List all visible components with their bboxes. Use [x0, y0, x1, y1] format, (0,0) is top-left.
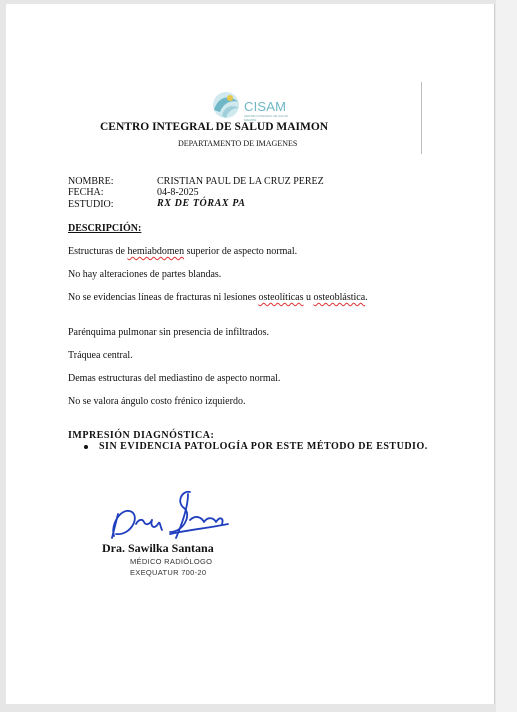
description-paragraph: No hay alteraciones de partes blandas.: [68, 269, 222, 280]
center-name: CENTRO INTEGRAL DE SALUD MAIMON: [100, 121, 329, 133]
text-run: superior de aspecto normal.: [184, 246, 298, 257]
misspelled-word: osteolíticas: [258, 292, 304, 303]
header-divider: [421, 82, 422, 154]
date-label: FECHA:: [68, 187, 104, 198]
name-value: CRISTIAN PAUL DE LA CRUZ PEREZ: [157, 176, 324, 187]
cisam-logo: [206, 88, 296, 122]
description-paragraph: No se valora ángulo costo frénico izquierdo.: [68, 396, 246, 407]
description-paragraph: Parénquima pulmonar sin presencia de infiltrados.: [68, 327, 270, 338]
date-value: 04-8-2025: [157, 187, 199, 198]
impression-item: [84, 441, 428, 452]
study-label: ESTUDIO:: [68, 199, 114, 210]
name-label: NOMBRE:: [68, 176, 114, 187]
description-paragraph: [68, 292, 418, 305]
impression-text: SIN EVIDENCIA PATOLOGÍA POR ESTE MÉTODO DE ESTUDIO.: [99, 441, 428, 452]
text-run: .: [365, 292, 368, 303]
misspelled-word: osteoblástica: [313, 292, 366, 303]
cisam-emblem-icon: [206, 88, 246, 122]
document-page: [6, 4, 495, 704]
handwritten-signature: [104, 484, 234, 544]
doctor-name: Dra. Sawilka Santana: [102, 541, 214, 555]
description-title: DESCRIPCIÓN:: [68, 223, 142, 234]
bullet-icon: [84, 445, 88, 449]
doctor-exequatur: EXEQUATUR 700-20: [130, 568, 207, 577]
logo-subtitle: CENTRO INTEGRAL DE SALUD MAIMON: [244, 114, 289, 122]
logo-text: CISAM: [244, 99, 287, 114]
impression-title: IMPRESIÓN DIAGNÓSTICA:: [68, 430, 215, 441]
doctor-role: MÉDICO RADIÓLOGO: [130, 557, 213, 566]
vertical-scrollbar[interactable]: [496, 0, 517, 712]
department-name: DEPARTAMENTO DE IMAGENES: [178, 139, 298, 148]
misspelled-word: hemiabdomen: [127, 246, 185, 257]
text-run: No se evidencias líneas de fracturas ni lesiones: [68, 292, 259, 303]
description-paragraph: Tráquea central.: [68, 350, 133, 361]
text-run: Estructuras de: [68, 246, 128, 257]
description-paragraph: [68, 246, 418, 259]
study-value: RX DE TÓRAX PA: [157, 198, 246, 209]
description-paragraph: Demas estructuras del mediastino de aspecto normal.: [68, 373, 281, 384]
text-run: u: [303, 292, 314, 303]
